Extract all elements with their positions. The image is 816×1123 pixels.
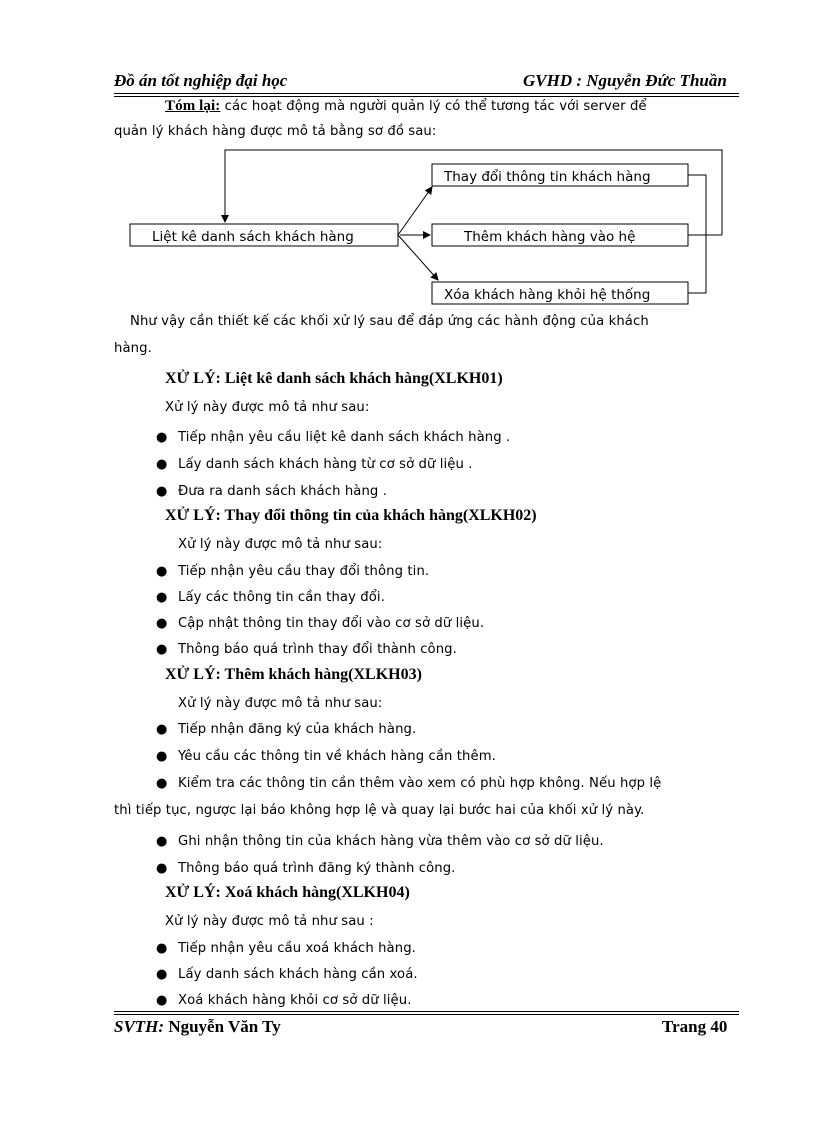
list-item: Tiếp nhận đăng ký của khách hàng.	[178, 722, 417, 737]
list-item: Kiểm tra các thông tin cần thêm vào xem có phù hợp không. Nếu hợp lệ	[178, 776, 662, 791]
summary-label: Tóm lại:	[165, 98, 221, 114]
return-line-change	[688, 175, 706, 235]
list-customers-label: Liệt kê danh sách khách hàng	[152, 229, 354, 245]
bullet-icon: ●	[156, 616, 168, 631]
list-item: Ghi nhận thông tin của khách hàng vừa thêm vào cơ sở dữ liệu.	[178, 834, 604, 849]
section-2-desc: Xử lý này được mô tả như sau:	[178, 537, 383, 552]
section-4-heading: XỬ LÝ: Xoá khách hàng(XLKH04)	[165, 884, 410, 901]
section-4-desc: Xử lý này được mô tả như sau :	[165, 914, 374, 929]
header-right: GVHD : Nguyễn Đức Thuần	[523, 71, 727, 90]
footer-author: Nguyễn Văn Ty	[164, 1017, 281, 1036]
section-3-heading: XỬ LÝ: Thêm khách hàng(XLKH03)	[165, 666, 422, 683]
list-item: Lấy các thông tin cần thay đổi.	[178, 590, 385, 605]
list-item-continuation: thì tiếp tục, ngược lại báo không hợp lệ và quay lại bước hai của khối xử lý này.	[114, 803, 645, 818]
list-item: Thông báo quá trình thay đổi thành công.	[178, 642, 457, 657]
bullet-icon: ●	[156, 590, 168, 605]
process-diagram	[0, 0, 816, 320]
list-item: Thông báo quá trình đăng ký thành công.	[178, 861, 456, 876]
return-line-delete	[688, 235, 706, 293]
return-arrow-to-list	[225, 150, 722, 235]
footer-rule	[114, 1011, 739, 1012]
bullet-icon: ●	[156, 457, 168, 472]
footer-left	[114, 1017, 281, 1037]
bullet-icon: ●	[156, 430, 168, 445]
summary-line-2: quản lý khách hàng được mô tả bằng sơ đồ sau:	[114, 124, 437, 139]
footer-rule-2	[114, 1014, 739, 1015]
list-item: Tiếp nhận yêu cầu liệt kê danh sách khách hàng .	[178, 430, 511, 445]
section-3-desc: Xử lý này được mô tả như sau:	[178, 696, 383, 711]
summary-text-1: các hoạt động mà người quản lý có thể tương tác với server để	[220, 99, 647, 114]
bullet-icon: ●	[156, 834, 168, 849]
page-number: Trang 40	[662, 1017, 728, 1036]
list-item: Tiếp nhận yêu cầu thay đổi thông tin.	[178, 564, 430, 579]
list-item: Lấy danh sách khách hàng cần xoá.	[178, 967, 418, 982]
list-item: Tiếp nhận yêu cầu xoá khách hàng.	[178, 941, 416, 956]
intro-line-2: hàng.	[114, 341, 152, 356]
section-1-desc: Xử lý này được mô tả như sau:	[165, 400, 370, 415]
arrow-to-change	[398, 187, 432, 235]
bullet-icon: ●	[156, 993, 168, 1008]
bullet-icon: ●	[156, 749, 168, 764]
list-item: Xoá khách hàng khỏi cơ sở dữ liệu.	[178, 993, 412, 1008]
bullet-icon: ●	[156, 722, 168, 737]
delete-customer-label: Xóa khách hàng khỏi hệ thống	[444, 287, 651, 303]
section-2-heading: XỬ LÝ: Thay đổi thông tin của khách hàng(XLKH02)	[165, 507, 537, 524]
list-item: Yêu cầu các thông tin về khách hàng cần thêm.	[178, 749, 496, 764]
list-item: Đưa ra danh sách khách hàng .	[178, 484, 387, 499]
list-item: Cập nhật thông tin thay đổi vào cơ sở dữ liệu.	[178, 616, 485, 631]
section-1-heading: XỬ LÝ: Liệt kê danh sách khách hàng(XLKH01)	[165, 370, 503, 387]
list-item: Lấy danh sách khách hàng từ cơ sở dữ liệu .	[178, 457, 473, 472]
bullet-icon: ●	[156, 941, 168, 956]
change-info-label: Thay đổi thông tin khách hàng	[444, 169, 651, 185]
bullet-icon: ●	[156, 967, 168, 982]
bullet-icon: ●	[156, 484, 168, 499]
footer-label: SVTH:	[114, 1017, 165, 1036]
header-left: Đồ án tốt nghiệp đại học	[114, 71, 288, 90]
bullet-icon: ●	[156, 564, 168, 579]
bullet-icon: ●	[156, 642, 168, 657]
bullet-icon: ●	[156, 861, 168, 876]
bullet-icon: ●	[156, 776, 168, 791]
add-customer-label: Thêm khách hàng vào hệ	[464, 229, 636, 245]
intro-line-1: Như vậy cần thiết kế các khối xử lý sau để đáp ứng các hành động của khách	[130, 314, 649, 329]
